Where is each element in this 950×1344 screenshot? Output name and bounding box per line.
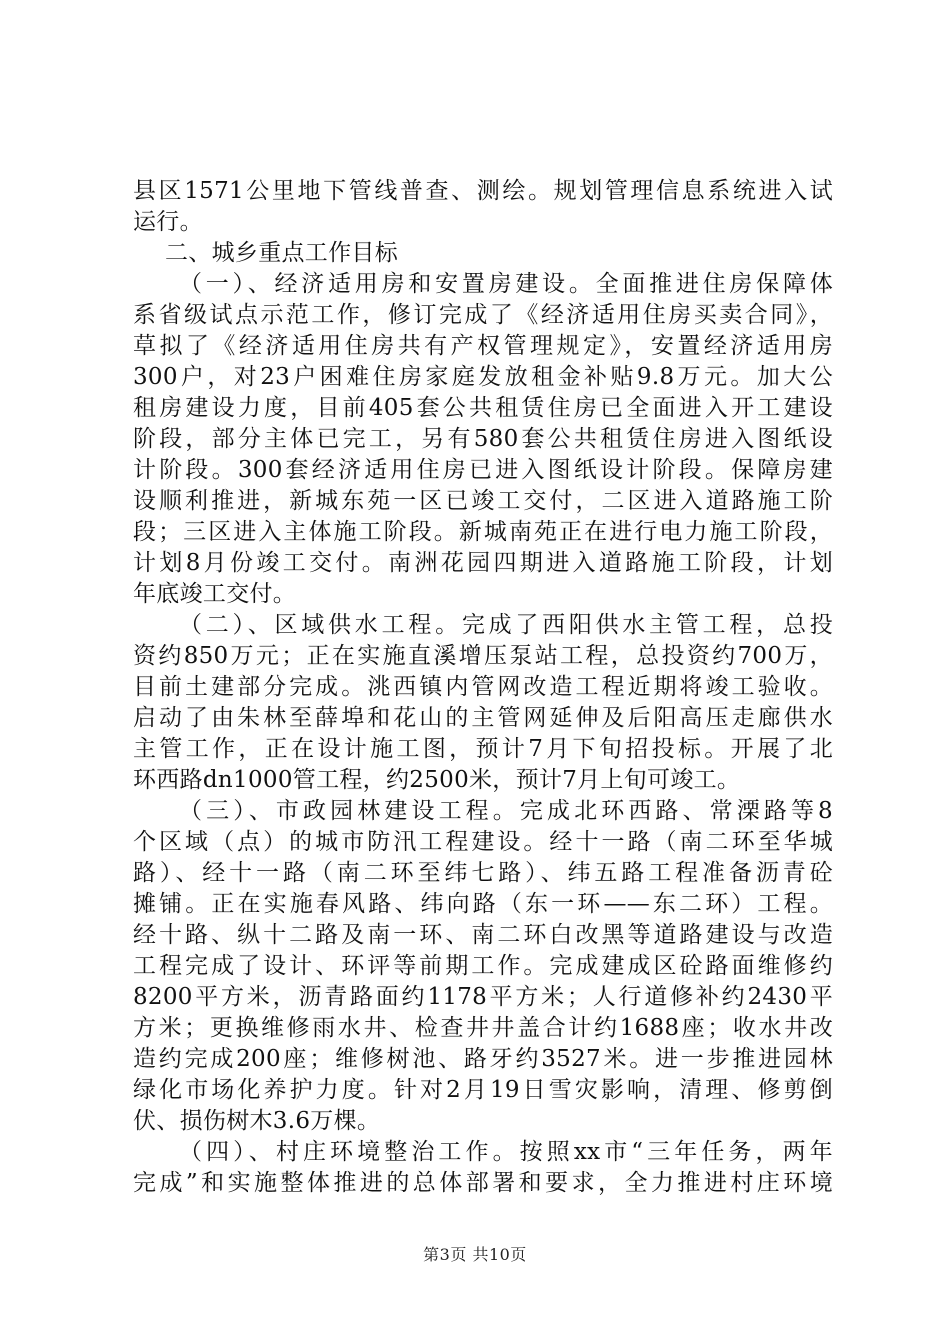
section-heading: 二、城乡重点工作目标 bbox=[165, 240, 398, 266]
text-line: 目前土建部分完成。洮西镇内管网改造工程近期将竣工验收。 bbox=[133, 674, 833, 700]
text-line: 环西路dn1000管工程，约2500米，预计7月上旬可竣工。 bbox=[133, 767, 741, 793]
text-line: （三）、市政园林建设工程。完成北环西路、常溧路等8 bbox=[179, 798, 833, 824]
text-line: （四）、村庄环境整治工作。按照xx市“三年任务，两年 bbox=[179, 1139, 833, 1165]
text-line: （二）、区域供水工程。完成了西阳供水主管工程，总投 bbox=[179, 612, 833, 638]
text-line: 租房建设力度，目前405套公共租赁住房已全面进入开工建设 bbox=[133, 395, 833, 421]
text-line: 方米；更换维修雨水井、检查井井盖合计约1688座；收水井改 bbox=[133, 1015, 833, 1041]
text-line: 段；三区进入主体施工阶段。新城南苑正在进行电力施工阶段， bbox=[133, 519, 833, 545]
text-line: 经十路、纵十二路及南一环、南二环白改黑等道路建设与改造 bbox=[133, 922, 833, 948]
text-line: 个区域（点）的城市防汛工程建设。经十一路（南二环至华城 bbox=[133, 829, 833, 855]
text-line: 计阶段。300套经济适用住房已进入图纸设计阶段。保障房建 bbox=[133, 457, 833, 483]
text-line: 运行。 bbox=[133, 209, 203, 235]
text-line: 设顺利推进，新城东苑一区已竣工交付，二区进入道路施工阶 bbox=[133, 488, 833, 514]
text-line: 工程完成了设计、环评等前期工作。完成建成区砼路面维修约 bbox=[133, 953, 833, 979]
document-body bbox=[133, 176, 833, 1199]
text-line: 300户，对23户困难住房家庭发放租金补贴9.8万元。加大公 bbox=[133, 364, 833, 390]
text-line: 8200平方米，沥青路面约1178平方米；人行道修补约2430平 bbox=[133, 984, 833, 1010]
text-line: 草拟了《经济适用住房共有产权管理规定》，安置经济适用房 bbox=[133, 333, 833, 359]
text-line: 完成”和实施整体推进的总体部署和要求，全力推进村庄环境 bbox=[133, 1170, 833, 1196]
text-line: 年底竣工交付。 bbox=[133, 581, 297, 607]
text-line: 伏、损伤树木3.6万棵。 bbox=[133, 1108, 381, 1134]
text-line: 绿化市场化养护力度。针对2月19日雪灾影响，清理、修剪倒 bbox=[133, 1077, 833, 1103]
text-line: 系省级试点示范工作，修订完成了《经济适用住房买卖合同》， bbox=[133, 302, 833, 328]
text-line: 路）、经十一路（南二环至纬七路）、纬五路工程准备沥青砼 bbox=[133, 860, 833, 886]
text-line: （一）、经济适用房和安置房建设。全面推进住房保障体 bbox=[179, 271, 833, 297]
text-line: 县区1571公里地下管线普查、测绘。规划管理信息系统进入试 bbox=[133, 178, 833, 204]
text-line: 阶段，部分主体已完工，另有580套公共租赁住房进入图纸设 bbox=[133, 426, 833, 452]
text-line: 造约完成200座；维修树池、路牙约3527米。进一步推进园林 bbox=[133, 1046, 833, 1072]
page-number-footer: 第3页 共10页 bbox=[423, 1245, 527, 1264]
text-line: 计划8月份竣工交付。南洲花园四期进入道路施工阶段，计划 bbox=[133, 550, 833, 576]
text-line: 启动了由朱林至薛埠和花山的主管网延伸及后阳高压走廊供水 bbox=[133, 705, 833, 731]
text-line: 资约850万元；正在实施直溪增压泵站工程，总投资约700万， bbox=[133, 643, 833, 669]
text-line: 摊铺。正在实施春风路、纬向路（东一环——东二环）工程。 bbox=[133, 891, 833, 917]
text-line: 主管工作，正在设计施工图，预计7月下旬招投标。开展了北 bbox=[133, 736, 833, 762]
